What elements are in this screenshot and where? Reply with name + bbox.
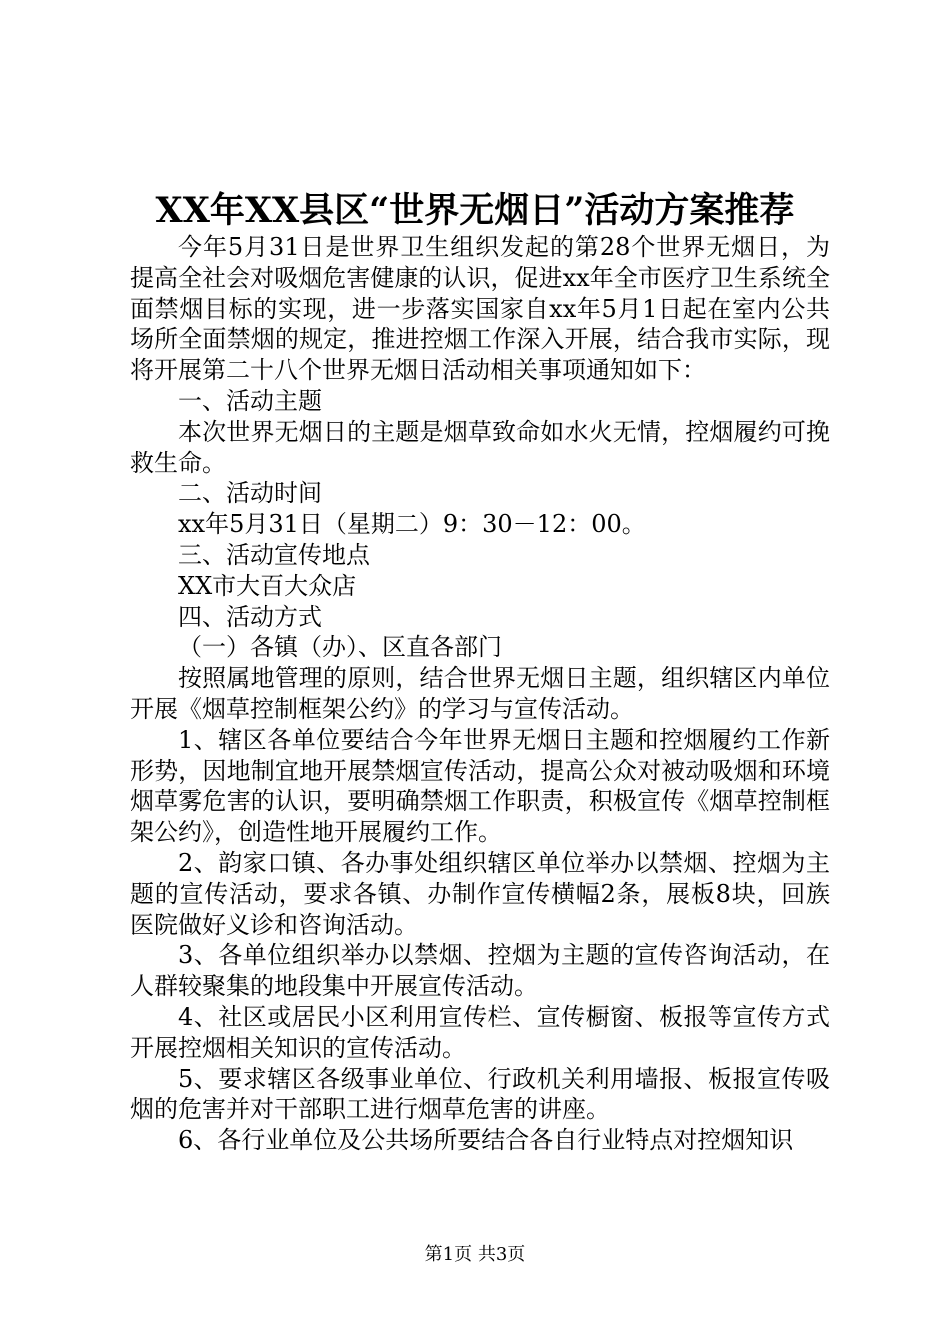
list-item: 2、韵家口镇、各办事处组织辖区单位举办以禁烟、控烟为主题的宣传活动，要求各镇、办制作宣传横幅2条，展板8块，回族医院做好义诊和咨询活动。: [130, 848, 830, 939]
time-paragraph: xx年5月31日（星期二）9：30－12：00。: [178, 510, 646, 539]
list-item: 1、辖区各单位要结合今年世界无烟日主题和控烟履约工作新形势，因地制宜地开展禁烟宣传活动，提高公众对被动吸烟和环境烟草雾危害的认识，要明确禁烟工作职责，积极宣传《烟草控制框架公约》，创造性地开展履约工作。: [130, 725, 830, 847]
list-item: 4、社区或居民小区利用宣传栏、宣传橱窗、板报等宣传方式开展控烟相关知识的宣传活动。: [130, 1002, 830, 1062]
section-heading-time: 二、活动时间: [178, 479, 322, 508]
document-title: XX年XX县区“世界无烟日”活动方案推荐: [155, 190, 795, 231]
location-paragraph: XX市大百大众店: [178, 571, 357, 600]
document-body: [130, 232, 830, 1156]
section-heading-theme: 一、活动主题: [178, 386, 322, 415]
method-paragraph: 按照属地管理的原则，结合世界无烟日主题，组织辖区内单位开展《烟草控制框架公约》的学习与宣传活动。: [130, 664, 830, 723]
subsection-heading: （一）各镇（办）、区直各部门: [178, 633, 502, 662]
section-heading-location: 三、活动宣传地点: [178, 540, 370, 569]
section-heading-method: 四、活动方式: [178, 602, 322, 631]
list-item: 3、各单位组织举办以禁烟、控烟为主题的宣传咨询活动，在人群较聚集的地段集中开展宣传活动。: [130, 941, 830, 1001]
list-item: 5、要求辖区各级事业单位、行政机关利用墙报、板报宣传吸烟的危害并对干部职工进行烟草危害的讲座。: [130, 1064, 830, 1124]
theme-paragraph: 本次世界无烟日的主题是烟草致命如水火无情，控烟履约可挽救生命。: [130, 417, 830, 477]
list-item: 6、各行业单位及公共场所要结合各自行业特点对控烟知识: [178, 1126, 794, 1155]
page-footer: 第1页 共3页: [424, 1244, 526, 1265]
intro-paragraph: 今年5月31日是世界卫生组织发起的第28个世界无烟日，为提高全社会对吸烟危害健康的认识，促进xx年全市医疗卫生系统全面禁烟目标的实现，进一步落实国家自xx年5月1日起在室内公共场所全面禁烟的规定，推进控烟工作深入开展，结合我市实际，现将开展第二十八个世界无烟日活动相关事项通知如下：: [130, 233, 830, 385]
